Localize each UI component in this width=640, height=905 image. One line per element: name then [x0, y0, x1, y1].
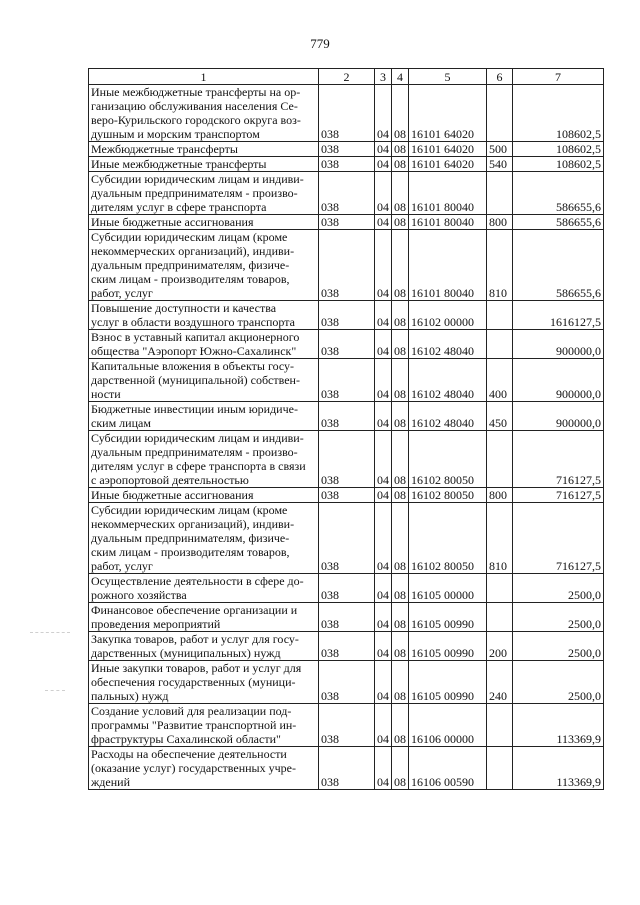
- target-article-cell: 16105 00990: [409, 632, 487, 661]
- subsection-code-cell: 08: [392, 85, 409, 142]
- section-code-cell: 04: [375, 632, 392, 661]
- row-description: [89, 402, 319, 431]
- target-article-cell: 16105 00000: [409, 574, 487, 603]
- table-row: [89, 603, 604, 632]
- expense-type-cell: [487, 85, 513, 142]
- description-line: рожного хозяйства: [91, 588, 187, 602]
- description-line: дарственной (муниципальной) собствен-: [91, 373, 300, 387]
- description-line: работ, услуг: [91, 286, 153, 300]
- column-header: 4: [392, 69, 409, 85]
- target-article-cell: 16105 00990: [409, 661, 487, 704]
- section-code-cell: 04: [375, 704, 392, 747]
- description-line: Иные бюджетные ассигнования: [91, 215, 254, 229]
- page-number: 779: [310, 36, 330, 51]
- section-code-cell: 04: [375, 330, 392, 359]
- description-line: ским лицам - производителям товаров,: [91, 272, 290, 286]
- section-code-cell: 04: [375, 142, 392, 157]
- description-line: Бюджетные инвестиции иным юридиче-: [91, 402, 298, 416]
- section-code-cell: 04: [375, 359, 392, 402]
- description-line: дителям услуг в сфере транспорта: [91, 200, 267, 214]
- description-line: Субсидии юридическим лицам (кроме: [91, 230, 288, 244]
- target-article-cell: 16106 00000: [409, 704, 487, 747]
- amount-cell: 108602,5: [513, 85, 604, 142]
- table-body: [89, 85, 604, 790]
- subsection-code-cell: 08: [392, 603, 409, 632]
- description-line: (оказание услуг) государственных учре-: [91, 761, 296, 775]
- description-line: программы "Развитие транспортной ин-: [91, 718, 297, 732]
- description-line: общества "Аэропорт Южно-Сахалинск": [91, 344, 297, 358]
- description-line: Финансовое обеспечение организации и: [91, 603, 298, 617]
- ministry-code-cell: 038: [319, 747, 375, 790]
- expense-type-cell: [487, 704, 513, 747]
- expense-type-cell: [487, 747, 513, 790]
- table-row: [89, 632, 604, 661]
- table-header-row: [89, 69, 604, 85]
- ministry-code-cell: 038: [319, 230, 375, 301]
- ministry-code-cell: 038: [319, 172, 375, 215]
- amount-cell: 113369,9: [513, 747, 604, 790]
- description-line: дуальным предпринимателям - произво-: [91, 445, 298, 459]
- row-description: [89, 157, 319, 172]
- target-article-cell: 16101 80040: [409, 172, 487, 215]
- section-code-cell: 04: [375, 503, 392, 574]
- amount-cell: 113369,9: [513, 704, 604, 747]
- description-line: некоммерческих организаций), индиви-: [91, 244, 295, 258]
- subsection-code-cell: 08: [392, 230, 409, 301]
- section-code-cell: 04: [375, 402, 392, 431]
- table-row: [89, 157, 604, 172]
- row-description: [89, 230, 319, 301]
- row-description: [89, 215, 319, 230]
- section-code-cell: 04: [375, 85, 392, 142]
- ministry-code-cell: 038: [319, 704, 375, 747]
- table-row: [89, 574, 604, 603]
- row-description: [89, 85, 319, 142]
- target-article-cell: 16102 80050: [409, 431, 487, 488]
- subsection-code-cell: 08: [392, 488, 409, 503]
- description-line: ским лицам: [91, 416, 151, 430]
- amount-cell: 586655,6: [513, 230, 604, 301]
- row-description: [89, 603, 319, 632]
- table-row: [89, 488, 604, 503]
- table-row: [89, 215, 604, 230]
- ministry-code-cell: 038: [319, 488, 375, 503]
- section-code-cell: 04: [375, 574, 392, 603]
- description-line: Повышение доступности и качества: [91, 301, 277, 315]
- subsection-code-cell: 08: [392, 157, 409, 172]
- description-line: Закупка товаров, работ и услуг для госу-: [91, 632, 299, 646]
- column-header: 5: [409, 69, 487, 85]
- amount-cell: 900000,0: [513, 359, 604, 402]
- section-code-cell: 04: [375, 301, 392, 330]
- target-article-cell: 16101 64020: [409, 85, 487, 142]
- row-description: [89, 359, 319, 402]
- row-description: [89, 704, 319, 747]
- table-row: [89, 359, 604, 402]
- subsection-code-cell: 08: [392, 704, 409, 747]
- description-line: Иные бюджетные ассигнования: [91, 488, 254, 502]
- description-line: с аэропортовой деятельностью: [91, 473, 249, 487]
- amount-cell: 586655,6: [513, 172, 604, 215]
- description-line: дуальным предпринимателям, физиче-: [91, 531, 290, 545]
- ministry-code-cell: 038: [319, 574, 375, 603]
- description-line: ским лицам - производителям товаров,: [91, 545, 290, 559]
- subsection-code-cell: 08: [392, 661, 409, 704]
- subsection-code-cell: 08: [392, 574, 409, 603]
- description-line: ждений: [91, 775, 130, 789]
- ministry-code-cell: 038: [319, 215, 375, 230]
- ministry-code-cell: 038: [319, 402, 375, 431]
- description-line: Расходы на обеспечение деятельности: [91, 747, 287, 761]
- table-row: [89, 301, 604, 330]
- description-line: проведения мероприятий: [91, 617, 221, 631]
- target-article-cell: 16102 80050: [409, 488, 487, 503]
- description-line: Субсидии юридическим лицам и индиви-: [91, 431, 304, 445]
- row-description: [89, 747, 319, 790]
- subsection-code-cell: 08: [392, 747, 409, 790]
- subsection-code-cell: 08: [392, 402, 409, 431]
- description-line: дуальным предпринимателям, физиче-: [91, 258, 290, 272]
- description-line: пальных) нужд: [91, 689, 169, 703]
- budget-table: [88, 68, 604, 790]
- target-article-cell: 16102 48040: [409, 330, 487, 359]
- column-header: 3: [375, 69, 392, 85]
- row-description: [89, 574, 319, 603]
- table-row: [89, 503, 604, 574]
- row-description: [89, 172, 319, 215]
- column-header: 7: [513, 69, 604, 85]
- margin-scan-mark: [30, 632, 70, 635]
- expense-type-cell: [487, 574, 513, 603]
- description-line: фраструктуры Сахалинской области": [91, 732, 281, 746]
- target-article-cell: 16102 00000: [409, 301, 487, 330]
- ministry-code-cell: 038: [319, 330, 375, 359]
- column-header: 1: [89, 69, 319, 85]
- expense-type-cell: [487, 330, 513, 359]
- amount-cell: 900000,0: [513, 330, 604, 359]
- table-row: [89, 402, 604, 431]
- margin-scan-mark: [45, 690, 65, 693]
- row-description: [89, 301, 319, 330]
- subsection-code-cell: 08: [392, 172, 409, 215]
- expense-type-cell: 500: [487, 142, 513, 157]
- ministry-code-cell: 038: [319, 632, 375, 661]
- description-line: работ, услуг: [91, 559, 153, 573]
- section-code-cell: 04: [375, 157, 392, 172]
- description-line: Капитальные вложения в объекты госу-: [91, 359, 295, 373]
- description-line: Иные межбюджетные трансферты: [91, 157, 267, 171]
- table-row: [89, 330, 604, 359]
- ministry-code-cell: 038: [319, 142, 375, 157]
- target-article-cell: 16101 64020: [409, 142, 487, 157]
- expense-type-cell: 810: [487, 503, 513, 574]
- description-line: Субсидии юридическим лицам и индиви-: [91, 172, 304, 186]
- expense-type-cell: 540: [487, 157, 513, 172]
- expense-type-cell: 810: [487, 230, 513, 301]
- target-article-cell: 16106 00590: [409, 747, 487, 790]
- ministry-code-cell: 038: [319, 157, 375, 172]
- expense-type-cell: 400: [487, 359, 513, 402]
- description-line: дуальным предпринимателям - произво-: [91, 186, 298, 200]
- section-code-cell: 04: [375, 230, 392, 301]
- table-row: [89, 172, 604, 215]
- expense-type-cell: [487, 172, 513, 215]
- subsection-code-cell: 08: [392, 142, 409, 157]
- amount-cell: 108602,5: [513, 142, 604, 157]
- table-row: [89, 747, 604, 790]
- expense-type-cell: 800: [487, 488, 513, 503]
- subsection-code-cell: 08: [392, 301, 409, 330]
- description-line: Иные межбюджетные трансферты на ор-: [91, 85, 301, 99]
- amount-cell: 586655,6: [513, 215, 604, 230]
- table-row: [89, 704, 604, 747]
- row-description: [89, 632, 319, 661]
- subsection-code-cell: 08: [392, 330, 409, 359]
- section-code-cell: 04: [375, 661, 392, 704]
- description-line: услуг в области воздушного транспорта: [91, 315, 295, 329]
- ministry-code-cell: 038: [319, 359, 375, 402]
- table-row: [89, 230, 604, 301]
- expense-type-cell: [487, 603, 513, 632]
- expense-type-cell: 240: [487, 661, 513, 704]
- ministry-code-cell: 038: [319, 85, 375, 142]
- description-line: душным и морским транспортом: [91, 127, 260, 141]
- description-line: дарственных (муниципальных) нужд: [91, 646, 281, 660]
- section-code-cell: 04: [375, 215, 392, 230]
- description-line: Субсидии юридическим лицам (кроме: [91, 503, 288, 517]
- description-line: обеспечения государственных (муници-: [91, 675, 296, 689]
- row-description: [89, 330, 319, 359]
- table-row: [89, 431, 604, 488]
- description-line: Взнос в уставный капитал акционерного: [91, 330, 300, 344]
- amount-cell: 716127,5: [513, 488, 604, 503]
- ministry-code-cell: 038: [319, 431, 375, 488]
- description-line: Иные закупки товаров, работ и услуг для: [91, 661, 302, 675]
- expense-type-cell: [487, 301, 513, 330]
- section-code-cell: 04: [375, 747, 392, 790]
- expense-type-cell: [487, 431, 513, 488]
- description-line: дителям услуг в сфере транспорта в связи: [91, 459, 306, 473]
- row-description: [89, 142, 319, 157]
- row-description: [89, 661, 319, 704]
- target-article-cell: 16101 64020: [409, 157, 487, 172]
- amount-cell: 716127,5: [513, 431, 604, 488]
- subsection-code-cell: 08: [392, 359, 409, 402]
- column-header: 2: [319, 69, 375, 85]
- amount-cell: 2500,0: [513, 661, 604, 704]
- target-article-cell: 16102 48040: [409, 402, 487, 431]
- amount-cell: 1616127,5: [513, 301, 604, 330]
- row-description: [89, 431, 319, 488]
- description-line: некоммерческих организаций), индиви-: [91, 517, 295, 531]
- section-code-cell: 04: [375, 172, 392, 215]
- ministry-code-cell: 038: [319, 603, 375, 632]
- amount-cell: 2500,0: [513, 632, 604, 661]
- target-article-cell: 16102 80050: [409, 503, 487, 574]
- amount-cell: 716127,5: [513, 503, 604, 574]
- description-line: ности: [91, 387, 121, 401]
- row-description: [89, 488, 319, 503]
- subsection-code-cell: 08: [392, 431, 409, 488]
- row-description: [89, 503, 319, 574]
- amount-cell: 2500,0: [513, 574, 604, 603]
- section-code-cell: 04: [375, 431, 392, 488]
- table-row: [89, 142, 604, 157]
- description-line: Осуществление деятельности в сфере до-: [91, 574, 304, 588]
- description-line: веро-Курильского городского округа воз-: [91, 113, 301, 127]
- section-code-cell: 04: [375, 603, 392, 632]
- target-article-cell: 16101 80040: [409, 230, 487, 301]
- ministry-code-cell: 038: [319, 661, 375, 704]
- target-article-cell: 16105 00990: [409, 603, 487, 632]
- description-line: Межбюджетные трансферты: [91, 142, 238, 156]
- subsection-code-cell: 08: [392, 503, 409, 574]
- description-line: ганизацию обслуживания населения Се-: [91, 99, 298, 113]
- table-row: [89, 85, 604, 142]
- amount-cell: 2500,0: [513, 603, 604, 632]
- target-article-cell: 16102 48040: [409, 359, 487, 402]
- column-header: 6: [487, 69, 513, 85]
- ministry-code-cell: 038: [319, 301, 375, 330]
- subsection-code-cell: 08: [392, 215, 409, 230]
- subsection-code-cell: 08: [392, 632, 409, 661]
- amount-cell: 900000,0: [513, 402, 604, 431]
- table-row: [89, 661, 604, 704]
- description-line: Создание условий для реализации под-: [91, 704, 292, 718]
- expense-type-cell: 200: [487, 632, 513, 661]
- section-code-cell: 04: [375, 488, 392, 503]
- target-article-cell: 16101 80040: [409, 215, 487, 230]
- amount-cell: 108602,5: [513, 157, 604, 172]
- expense-type-cell: 450: [487, 402, 513, 431]
- expense-type-cell: 800: [487, 215, 513, 230]
- ministry-code-cell: 038: [319, 503, 375, 574]
